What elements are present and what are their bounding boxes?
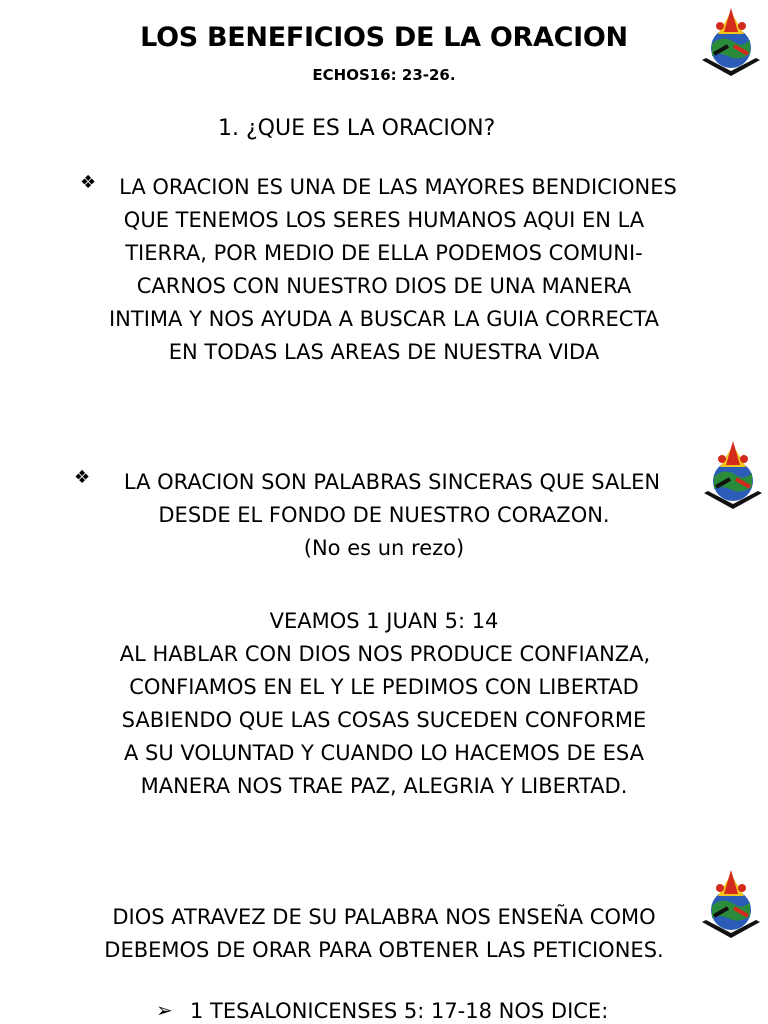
text-line: VEAMOS 1 JUAN 5: 14	[269, 609, 499, 633]
text-line: AL HABLAR CON DIOS NOS PRODUCE CONFIANZA,	[119, 642, 651, 666]
arrow-bullet-icon: ➢	[156, 998, 173, 1022]
text-line: LA ORACION ES UNA DE LAS MAYORES BENDICIONES	[119, 175, 677, 199]
text-line: MANERA NOS TRAE PAZ, ALEGRIA Y LIBERTAD.	[140, 774, 628, 798]
text-line: QUE TENEMOS LOS SERES HUMANOS AQUI EN LA	[123, 208, 645, 232]
text-line: DESDE EL FONDO DE NUESTRO CORAZON.	[158, 503, 610, 527]
text-line: A SU VOLUNTAD Y CUANDO LO HACEMOS DE ESA	[123, 741, 645, 765]
text-line: SABIENDO QUE LAS COSAS SUCEDEN CONFORME	[121, 708, 647, 732]
scripture-reference: ECHOS16: 23-26.	[312, 66, 456, 84]
text-line: INTIMA Y NOS AYUDA A BUSCAR LA GUIA CORRECTA	[108, 307, 660, 331]
section2-paragraph	[0, 605, 768, 803]
text-line: TIERRA, POR MEDIO DE ELLA PODEMOS COMUNI-	[125, 241, 643, 265]
page-title: LOS BENEFICIOS DE LA ORACION	[140, 22, 628, 53]
section-question: 1. ¿QUE ES LA ORACION?	[218, 116, 496, 141]
text-line: CONFIAMOS EN EL Y LE PEDIMOS CON LIBERTAD	[129, 675, 639, 699]
bullet1-paragraph	[0, 171, 768, 369]
diamond-bullet-icon: ❖	[80, 172, 97, 193]
text-line: DIOS ATRAVEZ DE SU PALABRA NOS ENSEÑA COMO	[112, 905, 656, 929]
text-line: DEBEMOS DE ORAR PARA OBTENER LAS PETICIONES.	[104, 938, 664, 962]
church-emblem-icon	[698, 4, 764, 80]
bullet2-paragraph	[0, 466, 768, 565]
text-line: EN TODAS LAS AREAS DE NUESTRA VIDA	[168, 340, 600, 364]
text-line: (No es un rezo)	[303, 536, 465, 560]
bullet3-text: 1 TESALONICENSES 5: 17-18 NOS DICE:	[190, 999, 609, 1023]
text-line: CARNOS CON NUESTRO DIOS DE UNA MANERA	[136, 274, 632, 298]
section3-paragraph	[0, 901, 768, 967]
text-line: LA ORACION SON PALABRAS SINCERAS QUE SALEN	[123, 470, 661, 494]
diamond-bullet-icon: ❖	[74, 467, 91, 488]
